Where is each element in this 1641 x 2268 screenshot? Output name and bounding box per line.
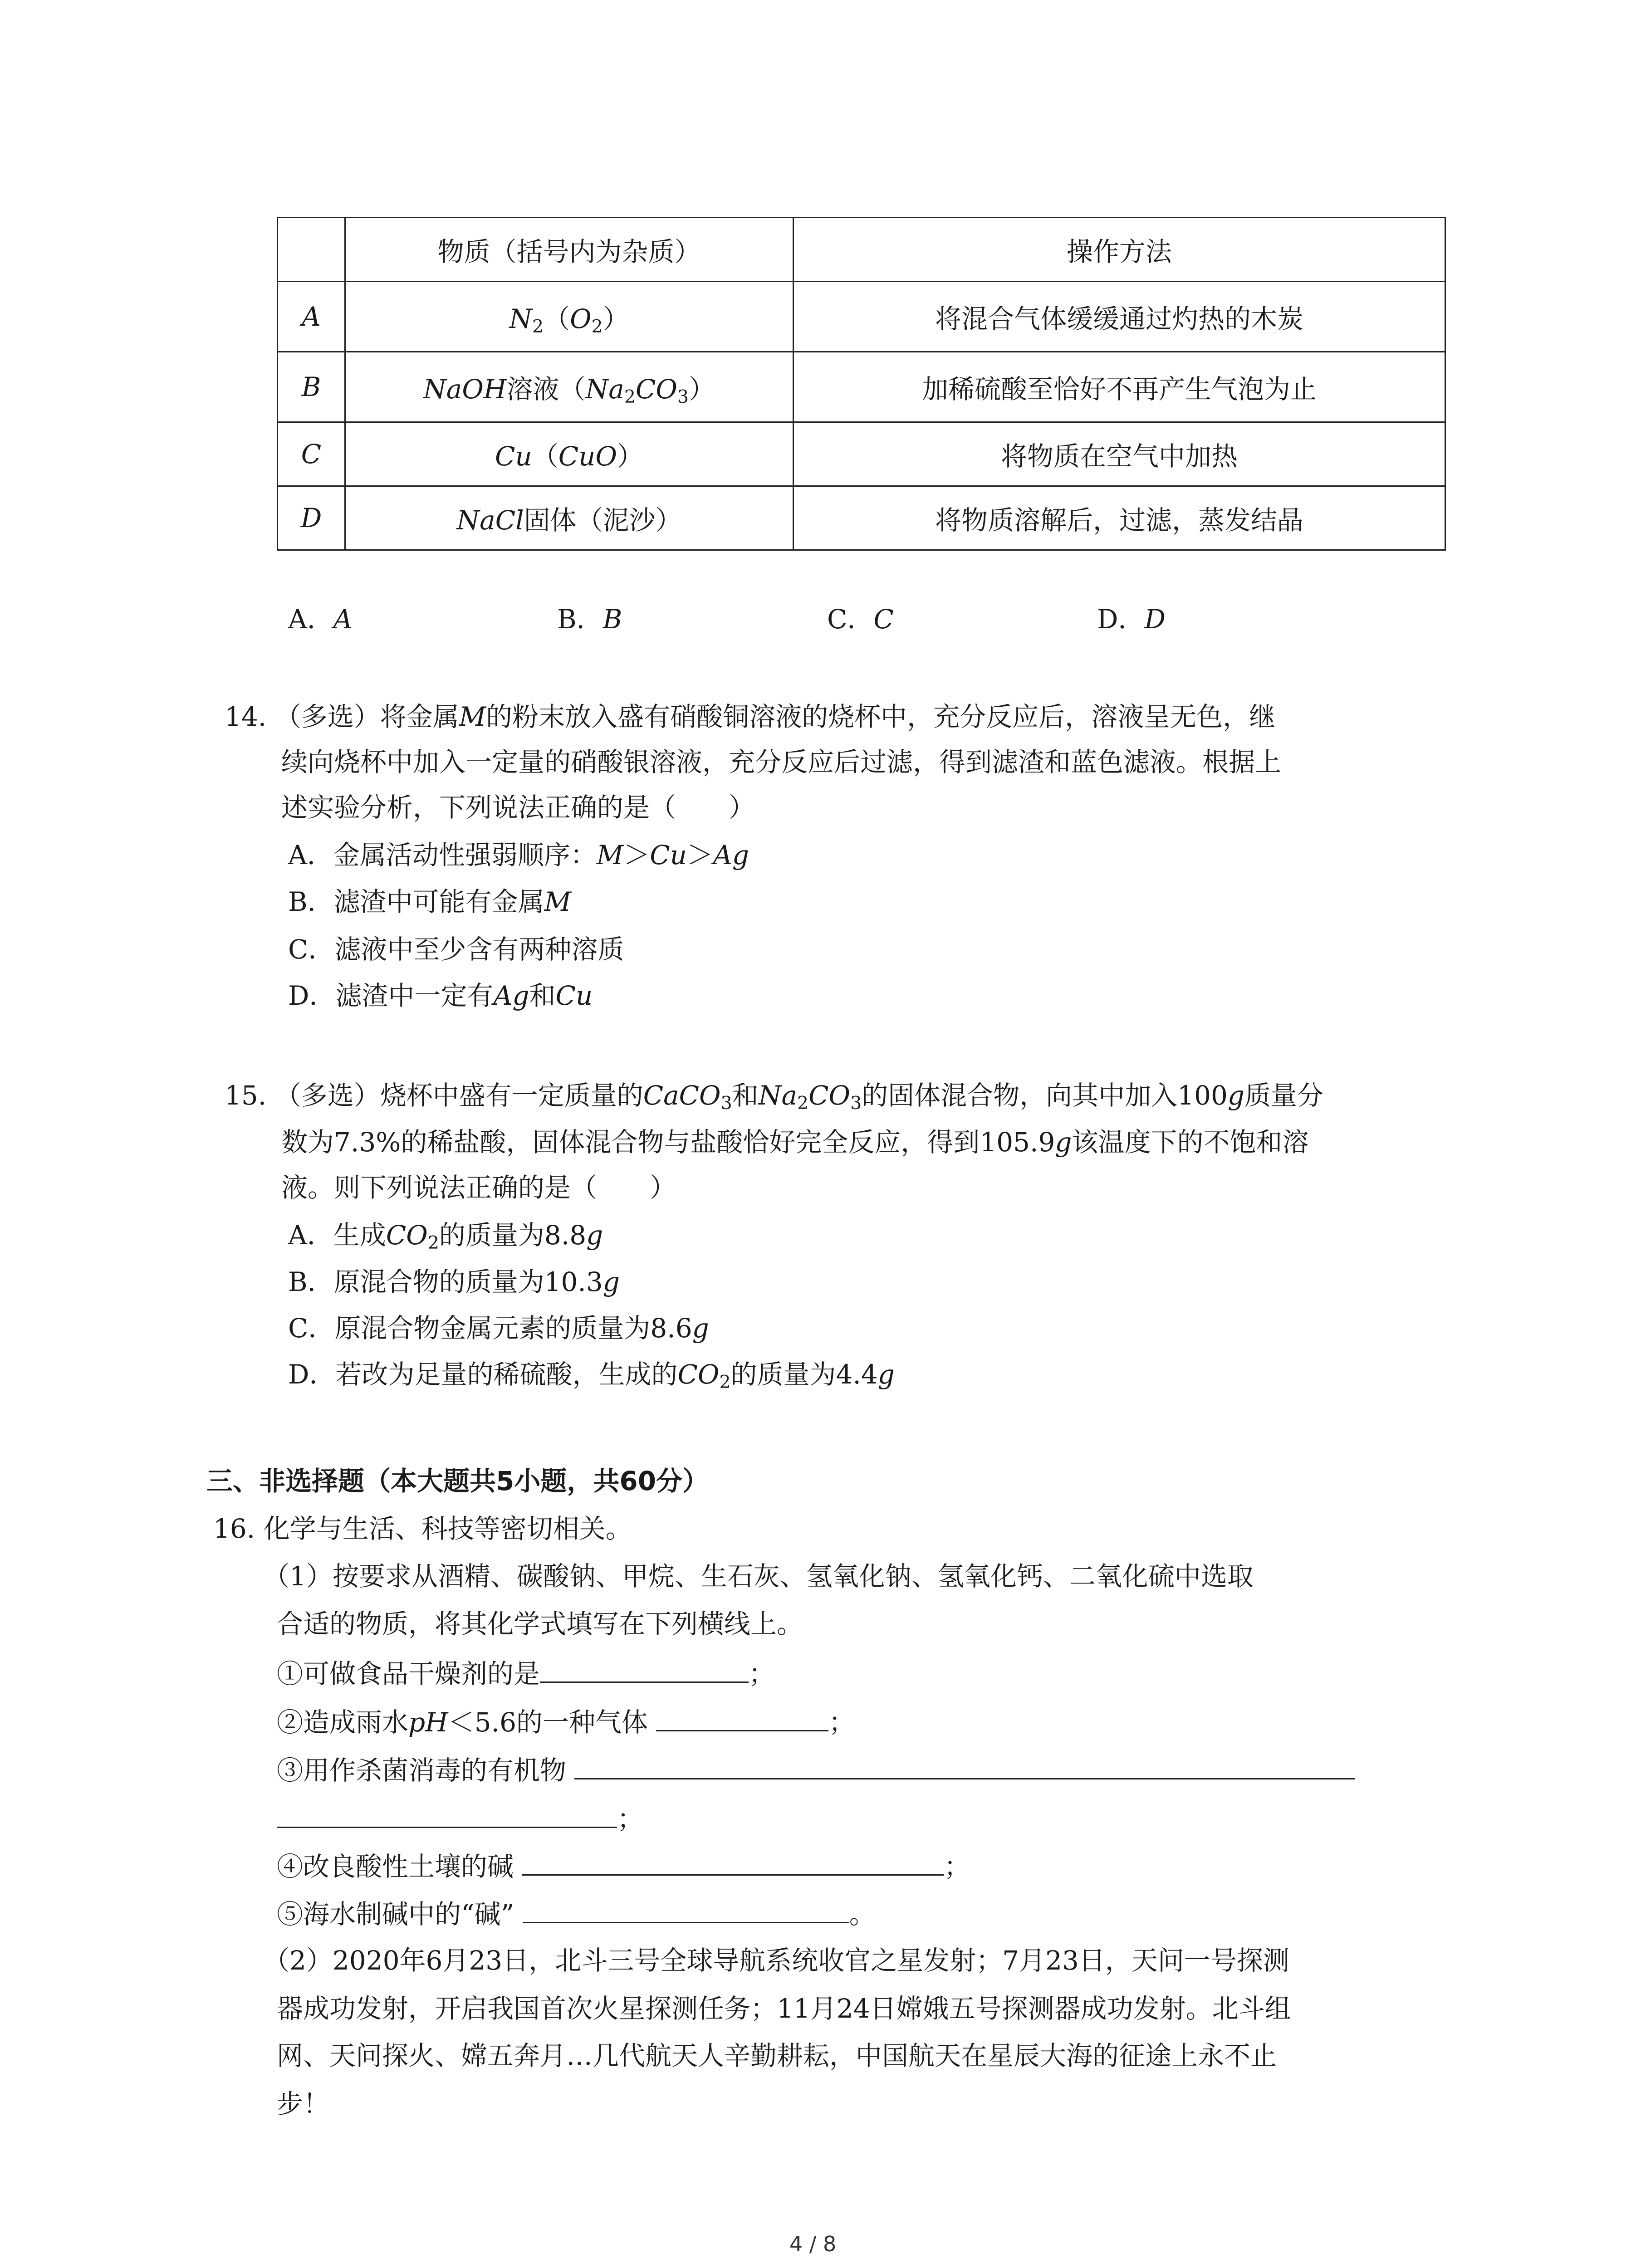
row-label: C — [278, 422, 345, 486]
q15-option-d: D．若改为足量的稀硫酸，生成的$CO_2$的质量为4.4g — [288, 1359, 895, 1393]
q15-option-b: B．原混合物的质量为10.3g — [288, 1266, 620, 1297]
answer-blank[interactable] — [540, 1653, 749, 1683]
row-label: B — [278, 352, 345, 422]
q15-stem-line3: 液。则下列说法正确的是（ ） — [281, 1172, 676, 1203]
table-row — [278, 486, 1445, 550]
q16-item-4: ④改良酸性土壤的碱 ； — [277, 1846, 970, 1885]
question-number: 15. — [225, 1080, 267, 1111]
q15-stem-line1: 15. （多选）烧杯中盛有一定质量的CaCO$_3$和$Na_2CO_3$的固体混合物，向其中加入100g质量分 — [225, 1080, 1324, 1114]
q15-stem-line2: 数为7.3%的稀盐酸，固体混合物与盐酸恰好完全反应，得到105.9g该温度下的不饱和溶 — [281, 1127, 1309, 1158]
row-method: 将混合气体缓缓通过灼热的木炭 — [794, 282, 1445, 352]
row-label: D — [278, 486, 345, 550]
row-substance: $N_2(O_2)$ — [345, 282, 794, 352]
q16-part1-line1: （1）按要求从酒精、碳酸钠、甲烷、生石灰、氢氧化钠、氢氧化钙、二氧化硫中选取 — [263, 1561, 1254, 1592]
question-number: 14. — [225, 701, 267, 732]
q13-option-d: D．D — [1097, 604, 1166, 635]
q14-stem-line1: 14. （多选）将金属M的粉末放入盛有硝酸铜溶液的烧杯中，充分反应后，溶液呈无色，继 — [225, 701, 1276, 732]
q16-item-2: ②造成雨水pH＜5.6的一种气体 ； — [277, 1702, 855, 1740]
answer-blank[interactable] — [277, 1799, 617, 1828]
q16-part2-line3: 网、天问探火、嫦五奔月…几代航天人辛勤耕耘，中国航天在星辰大海的征途上永不止 — [277, 2040, 1277, 2071]
answer-blank[interactable] — [523, 1894, 849, 1923]
q14-option-b: B．滤渣中可能有金属M — [288, 886, 572, 917]
q16-stem: 16. 化学与生活、科技等密切相关。 — [213, 1513, 632, 1544]
table-row — [278, 422, 1445, 486]
row-method: 将物质溶解后，过滤，蒸发结晶 — [794, 486, 1445, 550]
question-number: 16. — [213, 1513, 255, 1544]
answer-blank[interactable] — [522, 1846, 944, 1876]
answer-blank[interactable] — [574, 1750, 1355, 1779]
row-method: 加稀硫酸至恰好不再产生气泡为止 — [794, 352, 1445, 422]
q16-item-3: ③用作杀菌消毒的有机物 — [277, 1750, 1355, 1789]
row-method: 将物质在空气中加热 — [794, 422, 1445, 486]
table-row — [278, 352, 1445, 422]
q15-option-a: A．生成$CO_2$的质量为8.8g — [288, 1220, 603, 1253]
table-row — [278, 282, 1445, 352]
q16-part2-line1: （2）2020年6月23日，北斗三号全球导航系统收官之星发射；7月23日，天问一号探测 — [263, 1945, 1289, 1976]
q16-part2-line2: 器成功发射，开启我国首次火星探测任务；11月24日嫦娥五号探测器成功发射。北斗组 — [277, 1993, 1291, 2024]
q16-part2-line4: 步！ — [277, 2088, 330, 2119]
q16-item-1: ①可做食品干燥剂的是 ； — [277, 1653, 775, 1692]
section-heading: 三、非选择题（本大题共5小题，共60分） — [206, 1466, 709, 1496]
q15-option-c: C．原混合物金属元素的质量为8.6g — [288, 1313, 709, 1344]
q16-part1-line2: 合适的物质，将其化学式填写在下列横线上。 — [277, 1608, 803, 1639]
row-substance: Cu（CuO） — [345, 422, 794, 486]
q14-stem-line2: 续向烧杯中加入一定量的硝酸银溶液，充分反应后过滤，得到滤渣和蓝色滤液。根据上 — [281, 747, 1282, 777]
options-table — [277, 217, 1446, 551]
q14-option-d: D．滤渣中一定有Ag和Cu — [288, 980, 593, 1011]
answer-blank[interactable] — [656, 1702, 828, 1731]
q14-option-a: A．金属活动性强弱顺序：M＞Cu＞Ag — [288, 840, 749, 870]
table-header-substance: 物质（括号内为杂质） — [345, 218, 794, 282]
q16-item-5: ⑤海水制碱中的“碱” 。 — [277, 1894, 876, 1932]
table-header-method: 操作方法 — [794, 218, 1445, 282]
q13-option-c: C．C — [827, 604, 894, 635]
q13-option-a: A．A — [288, 604, 353, 635]
row-substance: NaCl固体（泥沙） — [345, 486, 794, 550]
table-header-blank — [278, 218, 345, 282]
q14-option-c: C．滤液中至少含有两种溶质 — [288, 934, 624, 965]
page-number: 4 / 8 — [789, 2232, 837, 2256]
q16-item-3-cont: ； — [277, 1799, 643, 1837]
q14-stem-line3: 述实验分析，下列说法正确的是（ ） — [281, 792, 755, 823]
row-label: A — [278, 282, 345, 352]
row-substance: NaOH溶液$(Na_2CO_3)$ — [345, 352, 794, 422]
q13-option-b: B．B — [557, 604, 622, 635]
